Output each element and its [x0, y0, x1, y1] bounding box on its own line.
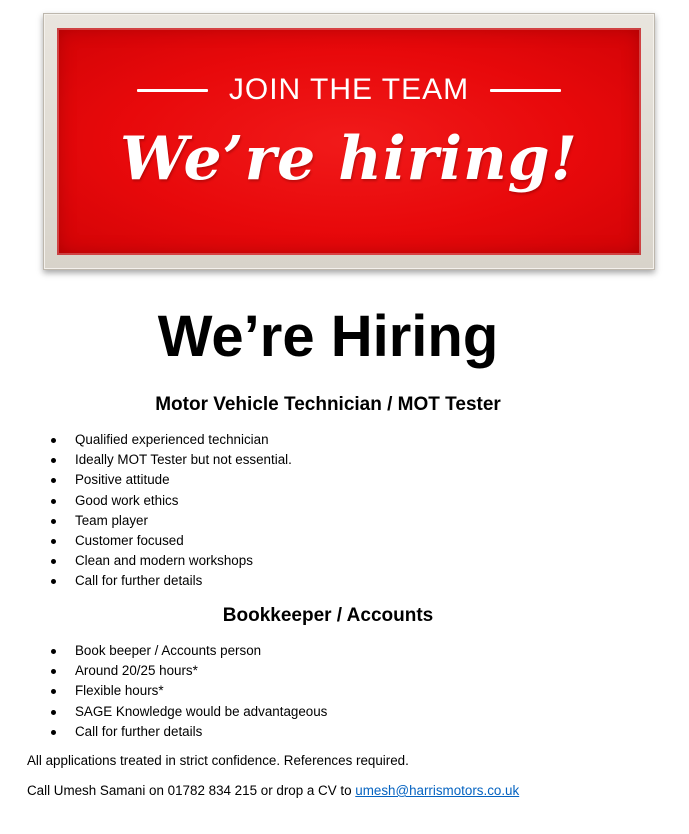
confidentiality-note: All applications treated in strict confidence. References required.: [27, 753, 409, 768]
banner-red-panel: [57, 28, 641, 255]
list-item: Customer focused: [0, 531, 292, 551]
list-item: Ideally MOT Tester but not essential.: [0, 450, 292, 470]
banner-tagline: JOIN THE TEAM: [228, 73, 470, 106]
bookkeeper-requirements-list: [0, 641, 327, 742]
email-link[interactable]: umesh@harrismotors.co.uk: [355, 783, 520, 798]
list-item: Team player: [0, 511, 292, 531]
list-item: Call for further details: [0, 722, 327, 742]
page-title: We’re Hiring: [157, 304, 499, 369]
list-item: Flexible hours*: [0, 681, 327, 701]
banner-tagline-row: [57, 72, 641, 108]
tagline-left-rule: [137, 89, 208, 92]
contact-line: [27, 781, 519, 801]
list-item: Around 20/25 hours*: [0, 661, 327, 681]
banner-headline: We’re hiring!: [120, 124, 578, 194]
section-heading-technician: Motor Vehicle Technician / MOT Tester: [155, 394, 501, 415]
list-item: Book beeper / Accounts person: [0, 641, 327, 661]
contact-text: Call Umesh Samani on 01782 834 215 or drop a CV to: [27, 783, 356, 798]
hiring-banner: [43, 13, 655, 270]
list-item: Qualified experienced technician: [0, 430, 292, 450]
technician-requirements-list: [0, 430, 292, 592]
list-item: Call for further details: [0, 571, 292, 591]
list-item: SAGE Knowledge would be advantageous: [0, 702, 327, 722]
list-item: Clean and modern workshops: [0, 551, 292, 571]
tagline-right-rule: [490, 89, 561, 92]
list-item: Positive attitude: [0, 470, 292, 490]
section-heading-bookkeeper: Bookkeeper / Accounts: [222, 605, 434, 626]
list-item: Good work ethics: [0, 491, 292, 511]
